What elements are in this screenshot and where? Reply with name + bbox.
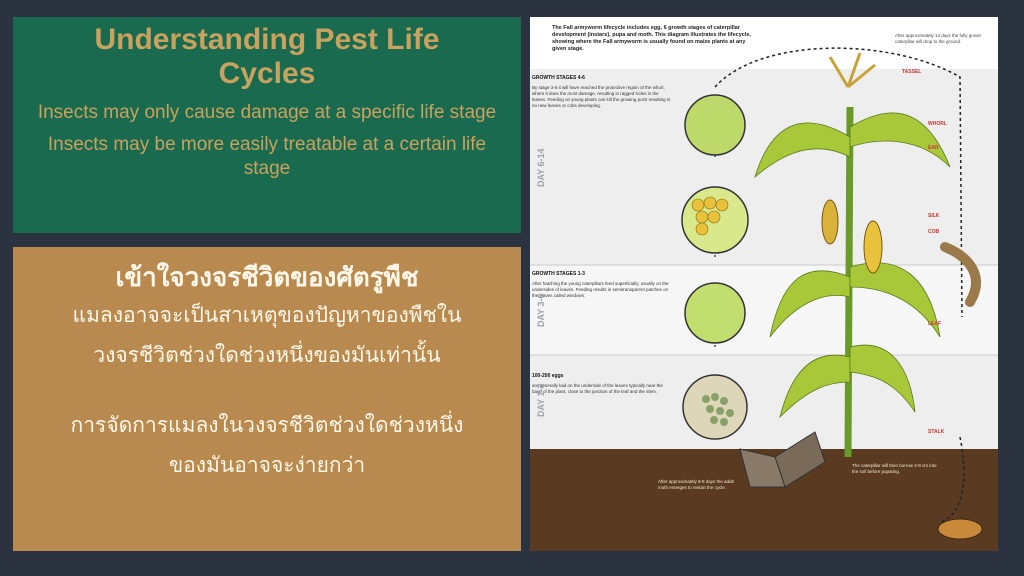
stage-4-6-text xyxy=(532,75,672,109)
eggs-body: are generally laid on the underside of the leaves typically near the base of the plant, close to the junction of the leaf and the stem. xyxy=(532,383,663,394)
ear-label: EAR xyxy=(928,145,939,151)
stalk-label: STALK xyxy=(928,429,945,435)
thai-summary-panel xyxy=(13,247,521,551)
thai-line-4: ของมันอาจจะง่ายกว่า xyxy=(168,453,366,477)
thai-line-2: วงจรชีวิตช่วงใดช่วงหนึ่งของมันเท่านั้น xyxy=(93,343,441,367)
english-summary-panel xyxy=(13,17,521,233)
thai-title: เข้าใจวงจรชีวิตของศัตรูพืช xyxy=(115,263,419,293)
whorl-label: WHORL xyxy=(928,121,947,127)
day-6-14-label: DAY 6-14 xyxy=(536,148,546,187)
slide-title: Understanding Pest Life Cycles xyxy=(94,23,440,90)
armyworm-lifecycle-infographic xyxy=(530,17,998,551)
stage-4-6-title: GROWTH STAGES 4-6 xyxy=(532,75,585,81)
point-treatable-stage: Insects may be more easily treatable at a certain life stage xyxy=(47,134,487,179)
thai-line-3: การจัดการแมลงในวงจรชีวิตช่วงใดช่วงหนึ่ง xyxy=(70,413,464,437)
day-3-6-label: DAY 3-6 xyxy=(536,293,546,327)
point-damage-stage: Insects may only cause damage at a specific life stage xyxy=(37,102,497,123)
day-1-3-label: DAY 1-3 xyxy=(536,383,546,417)
tassel-label: TASSEL xyxy=(902,69,922,75)
silk-label: SILK xyxy=(928,213,940,219)
drop-note: After approximately 14 days the fully grown caterpillar will drop to the ground. xyxy=(895,33,982,44)
thai-line-1: แมลงอาจจะเป็นสาเหตุของปัญหาของพืชใน xyxy=(72,303,462,327)
stage-4-6-body: By stage 3-6 it will have reached the protective region of the whorl, where it does the most damage, resulting in ragged holes in the leaves. Feeding on young plants can kill the growing point resulting in no new leaves or cobs developing. xyxy=(532,85,671,108)
eggs-title: 100-200 eggs xyxy=(532,373,564,379)
leaf-label: LEAF xyxy=(928,321,942,327)
stage-1-3-text xyxy=(532,271,672,299)
stage-1-3-body: After hatching the young caterpillars feed superficially, usually on the undersides of leaves. Feeding results in semitransparent patches on the leaves called windows. xyxy=(532,281,669,298)
pupa-note: The caterpillar will then burrow 2-8 cm into the soil before pupating. xyxy=(852,463,937,474)
infographic-header: The Fall armyworm lifecycle includes egg, 6 growth stages of caterpillar development (instars), pupa and moth. This diagram illustrates the lifecycle, showing where the Fall armyworm is usually found on maize plants at any given stage. xyxy=(552,25,751,52)
cob-label: COB xyxy=(928,229,940,235)
moth-note: After approximately 8-9 days the adult moth emerges to restart the cycle. xyxy=(658,479,734,490)
eggs-text xyxy=(532,373,672,395)
stage-1-3-title: GROWTH STAGES 1-3 xyxy=(532,271,585,277)
